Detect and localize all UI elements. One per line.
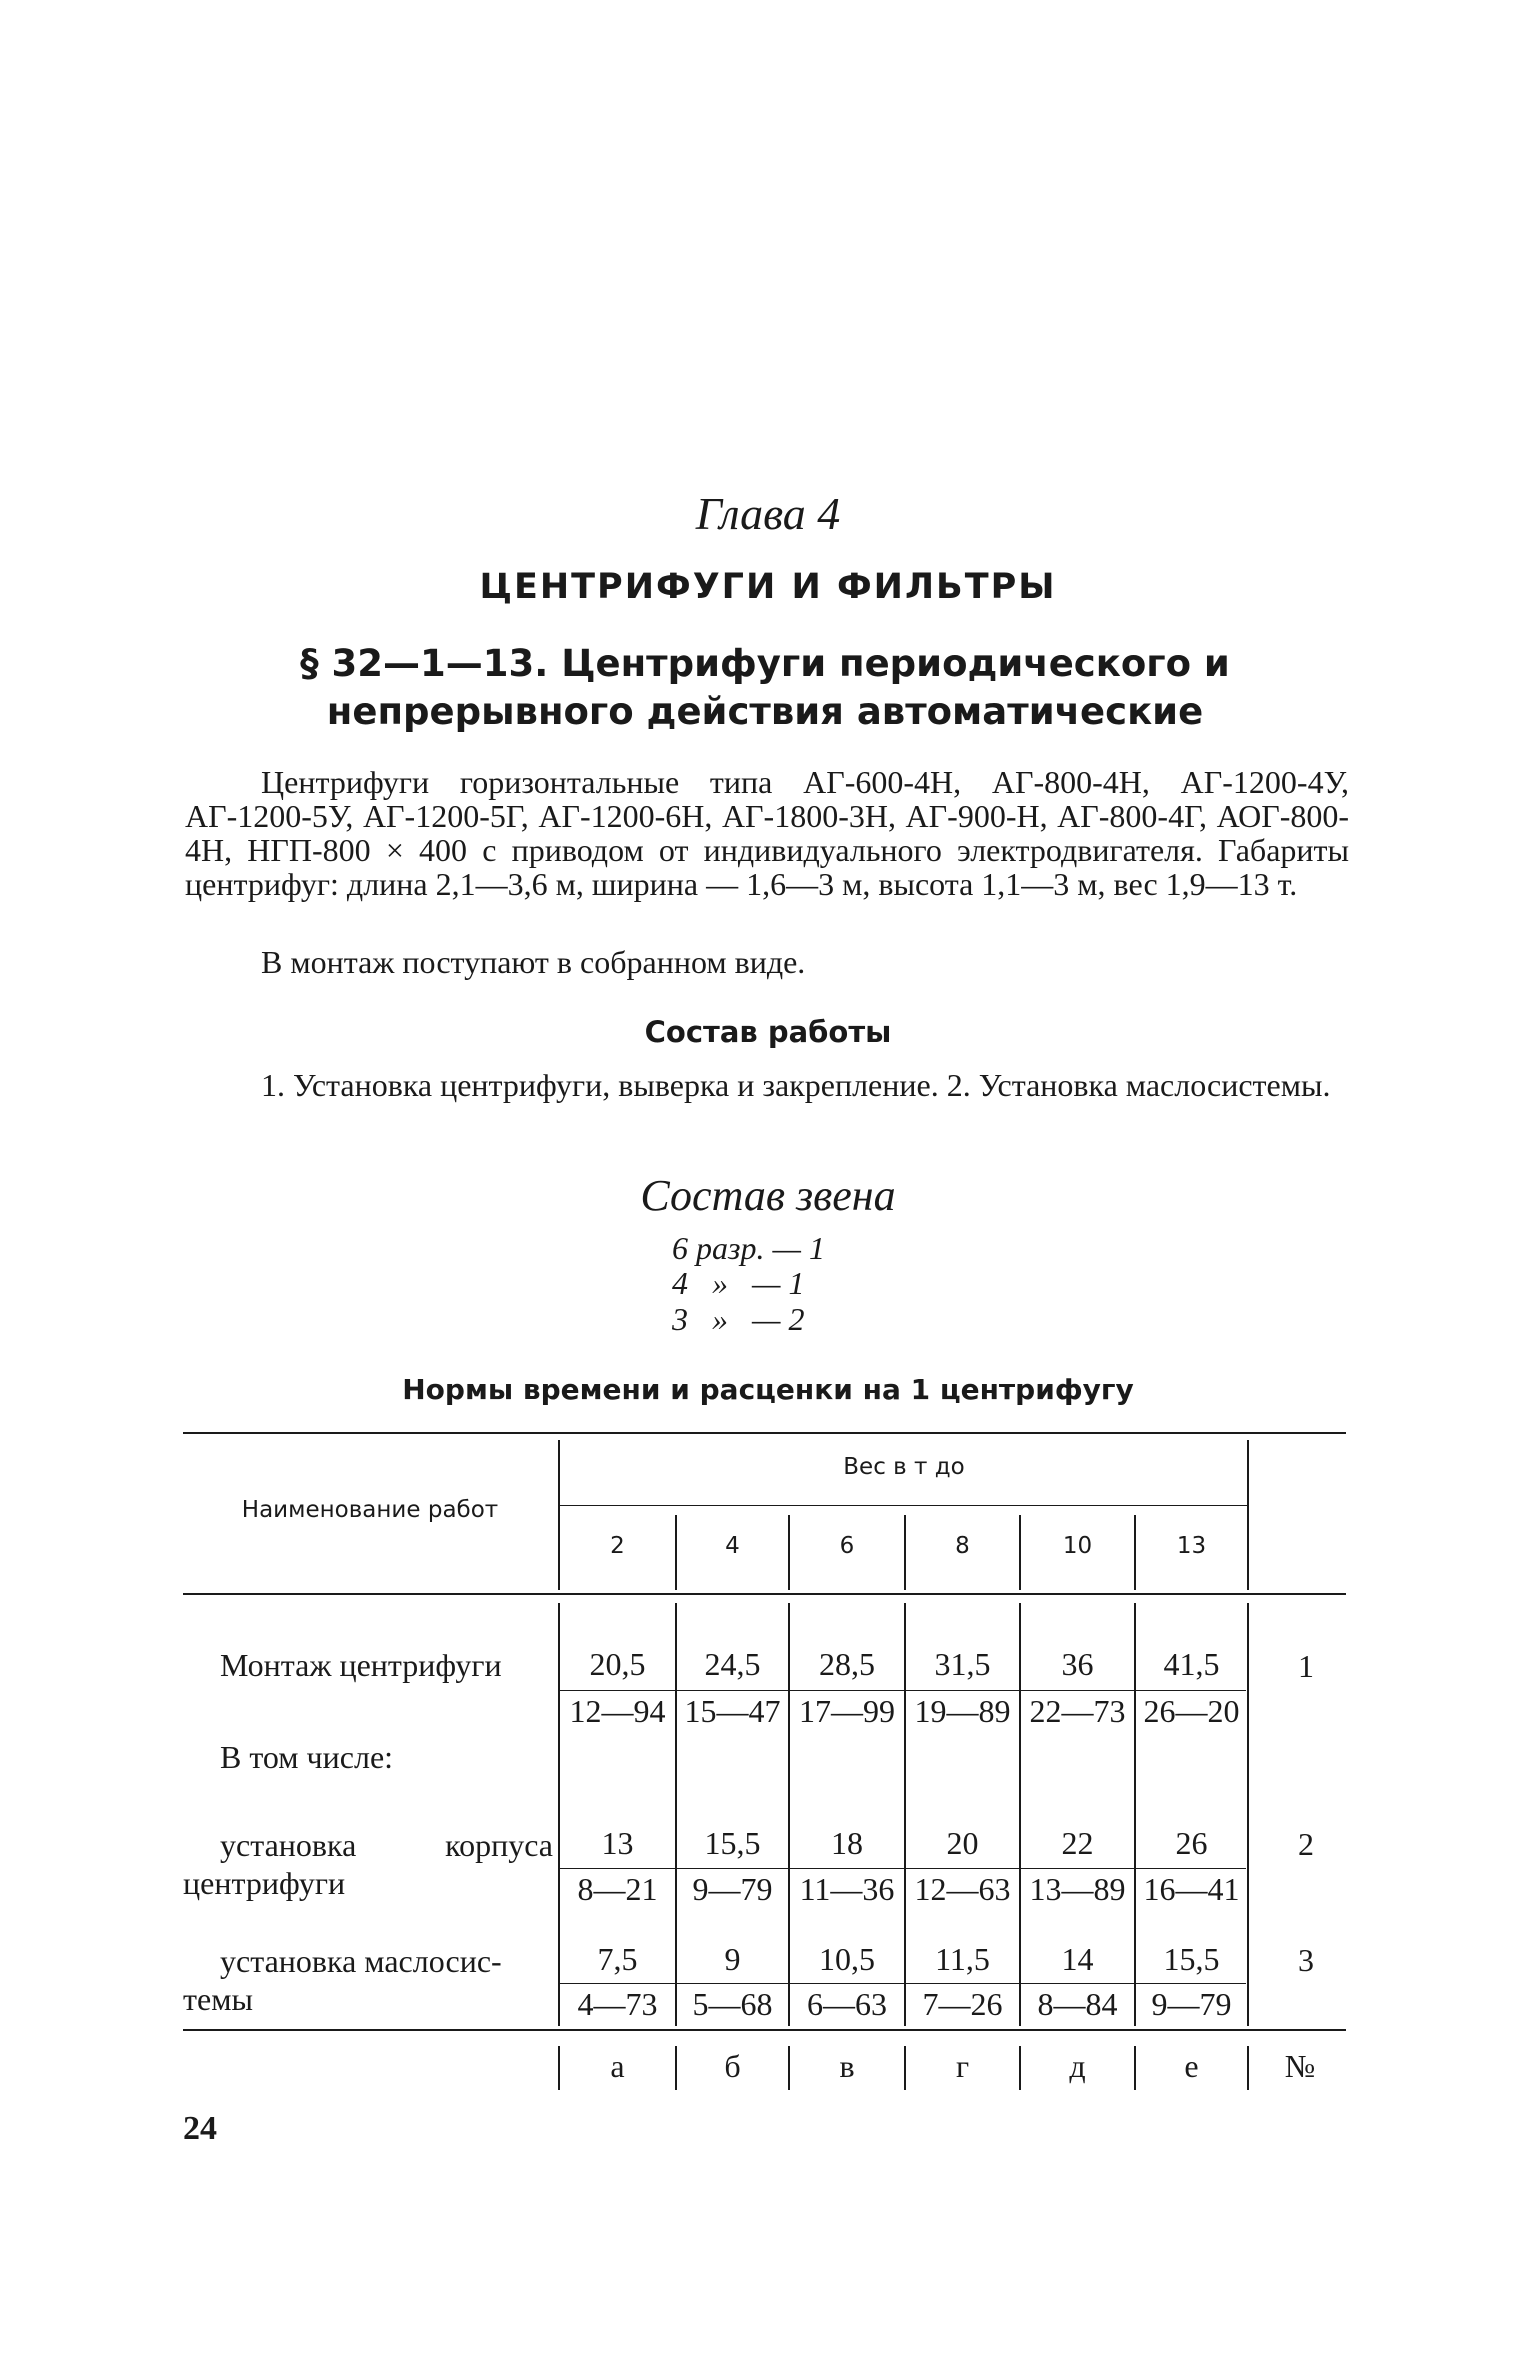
- rate: 5—68: [692, 1986, 773, 2022]
- crew-line: 6 разр. — 1: [672, 1230, 825, 1266]
- weight-header-cell: 2: [610, 1533, 625, 1559]
- fraction-line: [560, 1690, 1246, 1691]
- time-norm: 24,5: [704, 1646, 761, 1682]
- time-norm: 26: [1175, 1825, 1208, 1861]
- rate: 15—47: [684, 1693, 781, 1729]
- header-bottom-rule: [183, 1593, 1346, 1595]
- description-paragraph: Центрифуги горизонтальные типа АГ-600-4Н, АГ-800-4Н, АГ-1200-4У, АГ-1200-5У, АГ-1200-5Г, АГ-1200-6Н, АГ-1800-3Н, АГ-900-Н, АГ-800-4Г, АОГ-800-4Н, НГП-800 × 400 с приводом от индивидуального электродвигателя. Габариты центрифуг: длина 2,1—3,6 м, ширина — 1,6—3 м, высота 1,1—3 м, вес 1,9—13 т.: [185, 764, 1349, 902]
- paragraph-heading: § 32—1—13. Центрифуги периодического и непрерывного действия автоматические: [300, 642, 1230, 733]
- weight-header-cell: 10: [1062, 1533, 1093, 1559]
- chapter-title: Глава 4: [695, 488, 841, 539]
- rate: 4—73: [577, 1986, 658, 2022]
- table-title: Нормы времени и расценки на 1 центрифугу: [402, 1373, 1134, 1406]
- time-norm: 28,5: [819, 1646, 875, 1682]
- fraction-line: [560, 1983, 1246, 1984]
- row-name: Монтаж центрифуги: [220, 1647, 502, 1683]
- column-letter: г: [955, 2048, 970, 2084]
- row-subheading: В том числе:: [220, 1739, 394, 1775]
- rate: 8—84: [1037, 1986, 1118, 2022]
- time-norm: 31,5: [934, 1646, 991, 1682]
- weight-column-header: Вес в т до: [843, 1454, 965, 1480]
- delivery-note: В монтаж поступают в собранном виде.: [261, 944, 806, 980]
- row-name: установка корпуса центрифуги: [183, 1827, 553, 1901]
- weight-header-rule: [560, 1505, 1248, 1506]
- rate: 13—89: [1029, 1871, 1126, 1907]
- weight-header-cell: 8: [955, 1533, 970, 1559]
- rate: 8—21: [577, 1871, 658, 1907]
- col-divider: [1247, 1603, 1249, 2026]
- crew-line: 3 » — 2: [672, 1301, 805, 1337]
- column-letter: е: [1184, 2048, 1199, 2084]
- time-norm: 22: [1061, 1825, 1094, 1861]
- time-norm: 15,5: [1163, 1941, 1220, 1977]
- row-name: установка маслосис- темы: [183, 1943, 502, 2017]
- rate: 6—63: [807, 1986, 887, 2022]
- column-letter: а: [610, 2048, 625, 2084]
- time-norm: 41,5: [1163, 1646, 1220, 1682]
- time-norm: 15,5: [704, 1825, 761, 1861]
- weight-header-cell: 13: [1176, 1533, 1207, 1559]
- rate: 12—63: [914, 1871, 1011, 1907]
- time-norm: 14: [1061, 1941, 1094, 1977]
- column-letter: б: [724, 2048, 741, 2084]
- rate: 9—79: [1151, 1986, 1232, 2022]
- time-norm: 20: [946, 1825, 979, 1861]
- row-number: 1: [1298, 1648, 1314, 1684]
- rate: 26—20: [1143, 1693, 1240, 1729]
- rate: 7—26: [922, 1986, 1003, 2022]
- rate: 16—41: [1143, 1871, 1240, 1907]
- rate: 9—79: [692, 1871, 773, 1907]
- time-norm: 11,5: [935, 1941, 990, 1977]
- col-divider: [1247, 2046, 1249, 2090]
- page-number: 24: [183, 2110, 217, 2147]
- number-column-label: №: [1284, 2048, 1316, 2084]
- row-number: 3: [1298, 1942, 1314, 1978]
- section-title: ЦЕНТРИФУГИ И ФИЛЬТРЫ: [479, 567, 1057, 607]
- table-bottom-rule: [183, 2029, 1346, 2031]
- time-norm: 13: [601, 1825, 634, 1861]
- time-norm: 18: [831, 1825, 863, 1861]
- work-heading: Состав работы: [644, 1015, 892, 1049]
- time-norm: 20,5: [589, 1646, 646, 1682]
- time-norm: 10,5: [819, 1941, 875, 1977]
- crew-line: 4 » — 1: [672, 1265, 805, 1301]
- fraction-line: [560, 1868, 1246, 1869]
- time-norm: 36: [1061, 1646, 1094, 1682]
- rate: 19—89: [914, 1693, 1011, 1729]
- weight-header-cell: 4: [725, 1533, 740, 1559]
- time-norm: 7,5: [597, 1941, 638, 1977]
- time-norm: 9: [724, 1941, 741, 1977]
- rate: 11—36: [799, 1871, 895, 1907]
- row-number: 2: [1298, 1826, 1314, 1862]
- work-text: 1. Установка центрифуги, выверка и закрепление. 2. Установка маслосистемы.: [261, 1067, 1331, 1103]
- column-letter: д: [1069, 2048, 1086, 2084]
- crew-heading: Состав звена: [640, 1171, 896, 1220]
- weight-header-cell: 6: [839, 1533, 855, 1559]
- rate: 12—94: [569, 1693, 666, 1729]
- column-letter: в: [839, 2048, 855, 2084]
- table-top-rule: [183, 1432, 1346, 1434]
- name-column-header: Наименование работ: [241, 1497, 499, 1523]
- rate: 22—73: [1029, 1693, 1126, 1729]
- rate: 17—99: [799, 1693, 895, 1729]
